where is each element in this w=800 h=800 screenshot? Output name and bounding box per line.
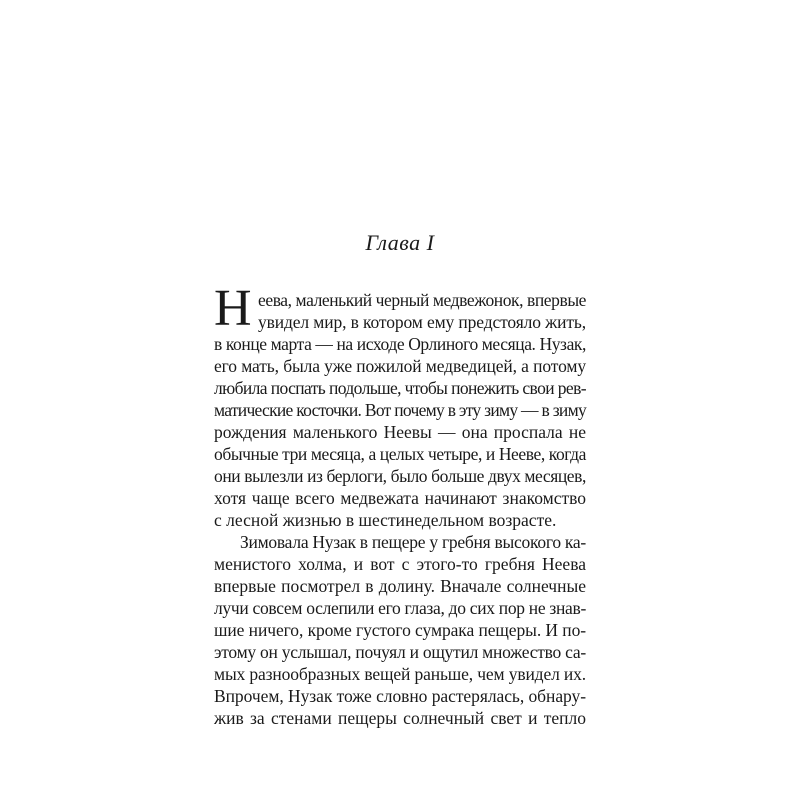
text-line: лучи совсем ослепили его глаза, до сих пор не знав- bbox=[214, 598, 586, 618]
text-line: жив за стенами пещеры солнечный свет и тепло bbox=[214, 708, 586, 728]
text-line: Впрочем, Нузак тоже словно растерялась, обнару- bbox=[214, 686, 586, 706]
text-line: матические косточки. Вот почему в эту зиму — в зиму bbox=[214, 400, 586, 420]
text-line: мых разнообразных вещей раньше, чем увидел их. bbox=[214, 664, 586, 684]
drop-cap: Н bbox=[214, 280, 252, 337]
text-line: еева, маленький черный медвежонок, впервые bbox=[258, 290, 586, 310]
text-line: Зимовала Нузак в пещере у гребня высокого ка- bbox=[240, 532, 586, 552]
text-line: этому он услышал, почуял и ощутил множество са- bbox=[214, 642, 586, 662]
text-line: шие ничего, кроме густого сумрака пещеры. И по- bbox=[214, 620, 586, 640]
text-line: его мать, была уже пожилой медведицей, а потому bbox=[214, 356, 586, 376]
text-line: обычные три месяца, а целых четыре, и Нееве, когда bbox=[214, 444, 586, 464]
text-line: хотя чаще всего медвежата начинают знакомство bbox=[214, 488, 586, 508]
text-line: они вылезли из берлоги, было больше двух месяцев, bbox=[214, 466, 586, 486]
text-line: менистого холма, и вот с этого-то гребня Неева bbox=[214, 554, 586, 574]
text-line: рождения маленького Неевы — она проспала не bbox=[214, 422, 586, 442]
chapter-title: Глава I bbox=[365, 230, 435, 255]
text-line: увидел мир, в котором ему предстояло жить, bbox=[258, 312, 586, 332]
text-line: в конце марта — на исходе Орлиного месяца. Нузак, bbox=[214, 334, 586, 354]
text-line: с лесной жизнью в шестинедельном возрасте. bbox=[214, 510, 557, 530]
text-line: впервые посмотрел в долину. Вначале солнечные bbox=[214, 576, 586, 596]
text-line: любила поспать подольше, чтобы понежить свои рев- bbox=[214, 378, 586, 398]
